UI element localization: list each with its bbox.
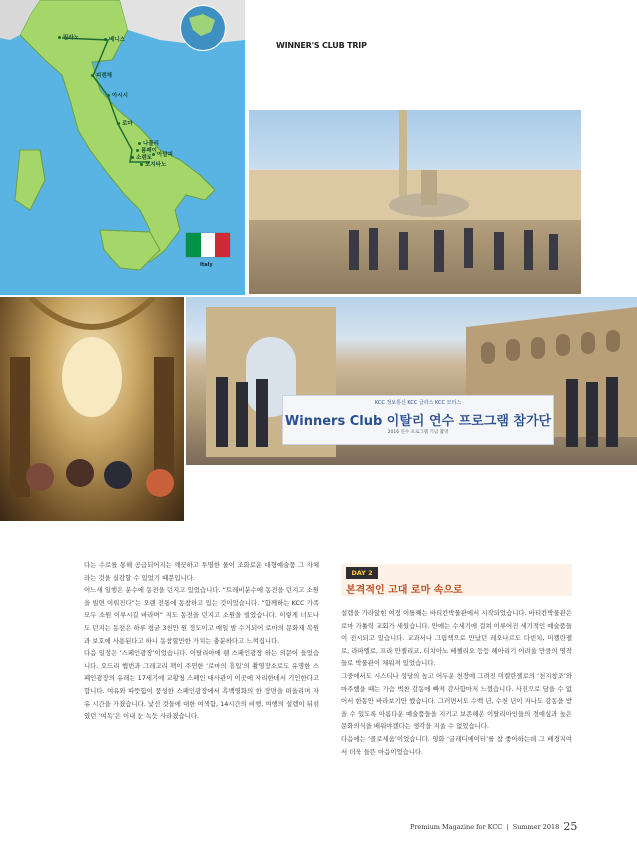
issue-label: Summer 2018 bbox=[512, 823, 560, 831]
colosseum-group-photo bbox=[186, 297, 637, 465]
italy-route-map bbox=[0, 0, 245, 295]
city-label: 베니스 bbox=[104, 35, 125, 43]
city-label: 아시시 bbox=[107, 91, 128, 99]
city-label: 포지타노 bbox=[140, 160, 166, 168]
city-label: 폼페이 bbox=[136, 146, 157, 154]
banner-subtitle: 2016 연수 프로그램 기념 촬영 bbox=[387, 430, 449, 435]
article-right-column bbox=[341, 607, 572, 758]
magazine-name: Premium Magazine for KCC bbox=[410, 823, 503, 831]
banner-logos: KCC 정보통신 KCC 글라스 KCC 모터스 bbox=[374, 400, 462, 406]
city-label: 로마 bbox=[117, 119, 133, 127]
country-label: Italy bbox=[200, 262, 213, 268]
city-label: 밀라노 bbox=[58, 33, 79, 41]
globe-land bbox=[181, 6, 225, 50]
basilica-interior-photo bbox=[0, 297, 184, 521]
paragraph: 그중에서도 시스티나 성당의 높고 어두운 천장에 그려진 미켈란젤로의 ‘천지창조’와 마주했을 때는 가슴 벅찬 감동에 빠져 감사함마저 느꼈습니다. 사진으로 담을 수 없어서 한동안 바라보기만 했습니다. 그러면서도 수백 년, 수천 년이 지나도 감동을 받을 수 있도록 아름다운 예술품들을 지키고 보존해온 이탈리아인들의 경애심과 높은 문화의식을 배워야겠다는 생각을 지울 수 없었습니다. bbox=[341, 671, 572, 731]
banner-title: Winners Club 이탈리 연수 프로그램 참가단 bbox=[284, 414, 552, 429]
paragraph: 설렘을 가라앉힌 여정 이틀째는 바티칸박물관에서 시작되었습니다. 바티칸박물관은 로마 가톨릭 교회가 세웠습니다. 안에는 수세기에 걸쳐 이루어진 세기적인 예술품들이 전시되고 있습니다. 교과서나 그림책으로 만났던 레오나르도 다빈치, 미켈란젤로, 라파엘로, 프라 안젤리코, 티치아노 베첼리오 등등 헤아리기 어려울 만큼의 명작들로 박물관이 채워져 있었습니다. bbox=[341, 609, 572, 668]
paragraph: 다음에는 ‘콜로세움’이었습니다. 영화 ‘글래디에이터’를 참 좋아하는데 그 배경지여서 더욱 들뜬 마음이었습니다. bbox=[341, 734, 572, 756]
paragraph: 다음 일정은 ‘스페인광장’이었습니다. 이탈리아에 웬 스페인광장 하는 의문이 들었습니다. 오드리 햅번과 그레고리 팩이 주연한 ‘로마의 휴일’의 촬영장소로도 유명한 스페인광장의 유래는 17세기에 교황청 스페인 대사관이 이곳에 자리한데서 기인한다고 합니다. 여유와 따뜻함이 풍성한 스페인광장에서 흑백영화의 한 장면을 떠올리며 자유 시간을 가졌습니다. 낯선 것들에 대한 여색함, 14시간의 비행, 여행의 설렘이 뒤섞였던 ‘여독’은 이내 눈 녹듯 사라졌습니다. bbox=[84, 649, 319, 721]
day-tag: DAY 2 bbox=[346, 567, 378, 579]
day-title: 본격적인 고대 로마 속으로 bbox=[346, 585, 463, 596]
st-peters-square-photo bbox=[249, 110, 581, 294]
flag-stripe-red bbox=[215, 233, 230, 257]
plaza-scene bbox=[249, 110, 581, 294]
basilica-scene bbox=[0, 297, 184, 521]
flag-stripe-green bbox=[186, 233, 201, 257]
page-number: 25 bbox=[563, 820, 578, 833]
page-footer bbox=[410, 820, 576, 833]
italy-flag bbox=[186, 233, 230, 257]
flag-stripe-white bbox=[201, 233, 216, 257]
section-header: WINNER'S CLUB TRIP bbox=[276, 41, 367, 50]
city-label: 피렌체 bbox=[91, 71, 112, 79]
city-label: 아말피 bbox=[152, 150, 173, 158]
article-left-column bbox=[84, 559, 319, 723]
group-banner bbox=[282, 395, 554, 445]
city-label: 소렌토 bbox=[131, 153, 152, 161]
footer-divider: | bbox=[504, 823, 511, 831]
paragraph: 다는 수로를 통해 공급되어지는 깨끗하고 투명한 물이 조화로운 대형예술품 그 자체라는 것을 실감할 수 있었기 때문입니다. bbox=[84, 561, 319, 582]
paragraph: 어느새 일행은 분수에 동전을 던지고 있었습니다. “트레비분수에 동전을 던지고 소원을 빌면 이뤄진다”는 오랜 전통에 동참하고 있는 것이었습니다. “함께하는 KCC 가족 모두 소원 이루시길 바라며” 저도 동전을 던지고 소원을 빌었습니다. 이렇게 너도나도 던지는 동전은 하루 평균 3천만 원 정도이고 매일 밤 수거되어 로마의 문화재 복원과 보호에 사용된다고 하니 동참할만한 가치는 충분하다고 느껴집니다. bbox=[84, 586, 319, 645]
globe-inset bbox=[180, 5, 226, 51]
city-label: 나폴리 bbox=[138, 139, 159, 147]
